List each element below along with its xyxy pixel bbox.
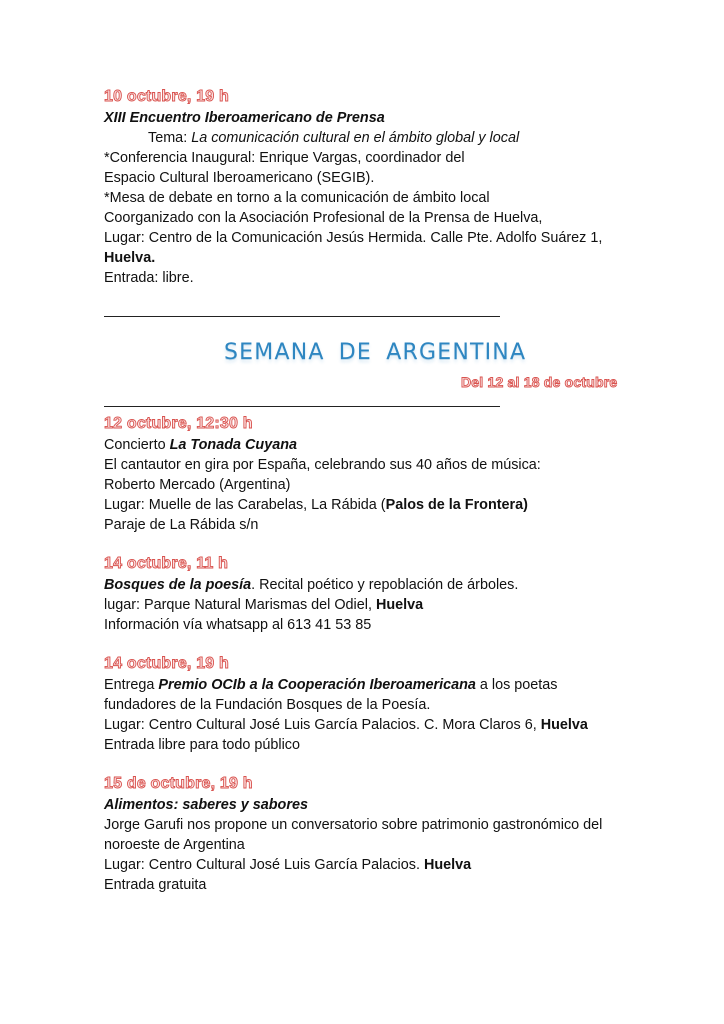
event3-date: 14 octubre, 11 h <box>104 555 229 572</box>
event2-desc-line: El cantautor en gira por España, celebrando sus 40 años de música: <box>104 457 541 473</box>
event1-mesa-line: *Mesa de debate en torno a la comunicación de ámbito local <box>104 190 490 206</box>
event2-date: 12 octubre, 12:30 h <box>104 415 253 432</box>
event2-lugar-line <box>104 495 528 515</box>
event2-concierto-title: La Tonada Cuyana <box>169 437 298 453</box>
event2-lugar-bold: Palos de la Frontera) <box>385 497 528 513</box>
event5-lugar-line <box>104 855 471 875</box>
event3-title-rest: . Recital poético y repoblación de árboles. <box>251 577 519 593</box>
event1-conf-line-1: *Conferencia Inaugural: Enrique Vargas, coordinador del <box>104 150 465 166</box>
event1-entrada: Entrada: libre. <box>104 270 194 286</box>
event4-city: Huelva <box>540 717 588 733</box>
event4-fund-line: fundadores de la Fundación Bosques de la Poesía. <box>104 697 431 713</box>
event1-tema-value: La comunicación cultural en el ámbito global y local <box>191 130 520 146</box>
event3-lugar-prefix: lugar: Parque Natural Marismas del Odiel, <box>104 597 376 613</box>
event5-date: 15 de octubre, 19 h <box>104 775 253 792</box>
event2-concierto <box>104 435 297 455</box>
event5-desc-line-2: noroeste de Argentina <box>104 837 245 853</box>
semana-title: SEMANA DE ARGENTINA <box>224 340 527 365</box>
event1-city: Huelva. <box>104 250 156 266</box>
event1-tema-label: Tema: <box>148 130 192 146</box>
event4-date: 14 octubre, 19 h <box>104 655 230 672</box>
event1-conf-line-2: Espacio Cultural Iberoamericano (SEGIB). <box>104 170 375 186</box>
event1-coorg-line: Coorganizado con la Asociación Profesional de la Prensa de Huelva, <box>104 210 543 226</box>
event3-city: Huelva <box>375 597 424 613</box>
event2-artist-line: Roberto Mercado (Argentina) <box>104 477 291 493</box>
event4-lugar-line <box>104 715 588 735</box>
event1-title: XIII Encuentro Iberoamericano de Prensa <box>104 110 385 126</box>
event4-lugar-prefix: Lugar: Centro Cultural José Luis García Palacios. C. Mora Claros 6, <box>104 717 541 733</box>
event5-city: Huelva <box>423 857 472 873</box>
event5-title: Alimentos: saberes y sabores <box>104 797 308 813</box>
event2-lugar-prefix: Lugar: Muelle de las Carabelas, La Rábida ( <box>104 497 386 513</box>
event4-entrada: Entrada libre para todo público <box>104 737 301 753</box>
event5-desc-line-1: Jorge Garufi nos propone un conversatorio sobre patrimonio gastronómico del <box>104 817 603 833</box>
event4-premio: Premio OCIb a la Cooperación Iberoamericana <box>158 677 476 693</box>
semana-range: Del 12 al 18 de octubre <box>461 374 618 390</box>
event1-lugar-line: Lugar: Centro de la Comunicación Jesús Hermida. Calle Pte. Adolfo Suárez 1, <box>104 230 603 246</box>
event1-date: 10 octubre, 19 h <box>104 88 230 105</box>
event5-entrada: Entrada gratuita <box>104 877 207 893</box>
event3-lugar-line <box>104 595 423 615</box>
event4-premio-rest: a los poetas <box>475 677 558 693</box>
event5-lugar-prefix: Lugar: Centro Cultural José Luis García Palacios. <box>104 857 424 873</box>
event1-tema <box>148 128 519 148</box>
event3-title-line <box>104 575 518 595</box>
event3-info-line: Información vía whatsapp al 613 41 53 85 <box>104 617 372 633</box>
event4-entrega-label: Entrega <box>104 677 159 693</box>
event3-title: Bosques de la poesía <box>104 577 252 593</box>
event2-paraje-line: Paraje de La Rábida s/n <box>104 517 259 533</box>
event4-premio-line <box>104 675 558 695</box>
separator-rule-2 <box>104 406 500 407</box>
event2-concierto-label: Concierto <box>104 437 170 453</box>
separator-rule-1 <box>104 316 500 317</box>
